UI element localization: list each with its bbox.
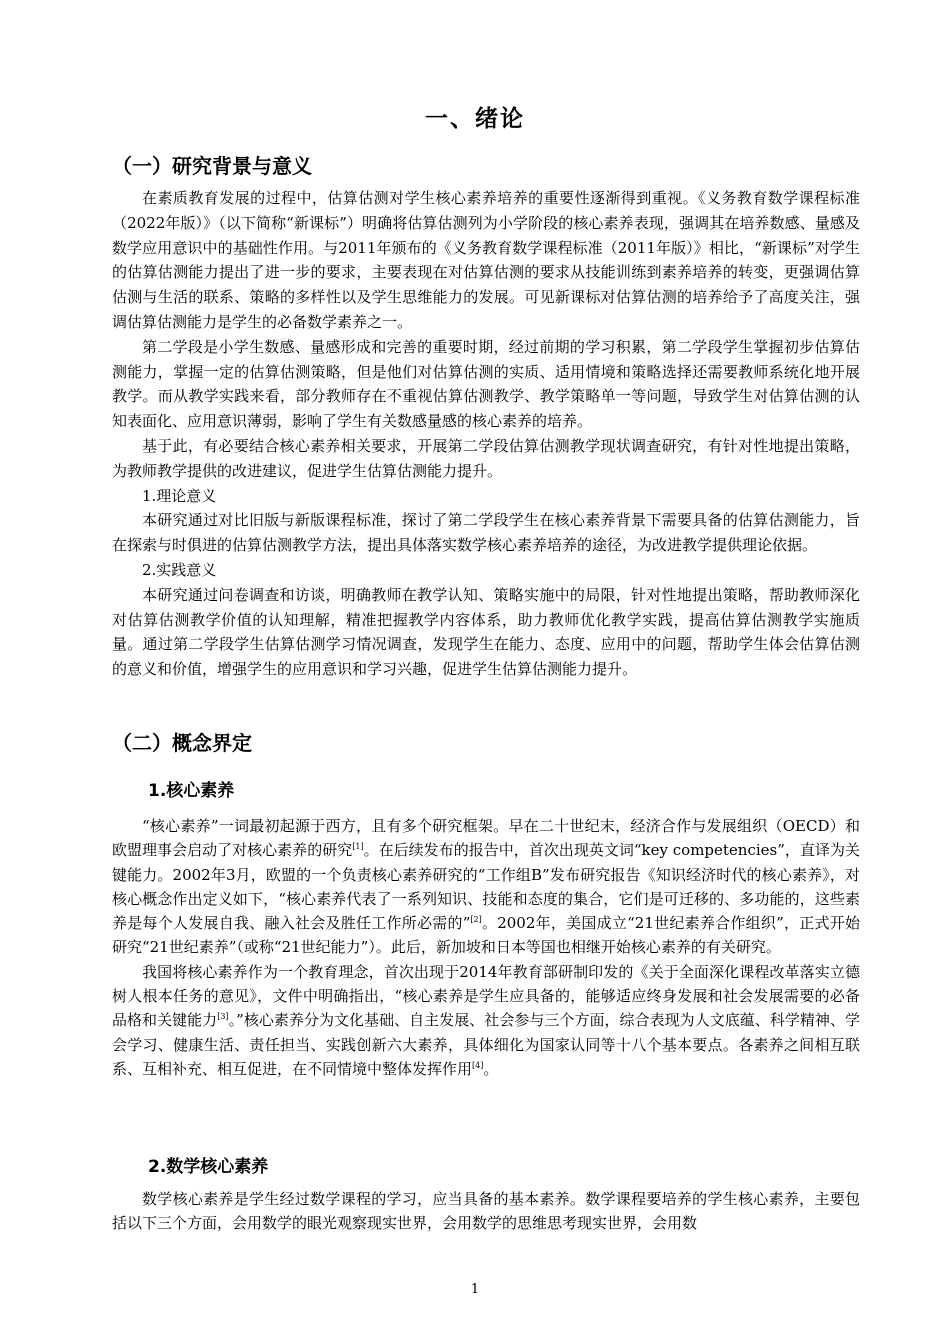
section-heading-concepts: （二）概念界定 (112, 731, 252, 755)
practice-significance-label: 2.实践意义 (142, 560, 217, 579)
math-core-literacy-body (112, 1187, 860, 1236)
core-literacy-paragraph-1: “核心素养”一词最初起源于西方，且有多个研究框架。早在二十世纪末，经济合作与发展组织（OECD）和欧盟理事会启动了对核心素养的研究[1]。在后续发布的报告中，首次出现英文词“key competencies”，直译为关键能力。2002年3月，欧盟的一个负责核心素养研究的“工作组B”发布研究报告《知识经济时代的核心素养》，对核心概念作出定义如下，“核心素养代表了一系列知识、技能和态度的集合，它们是可迁移的、多功能的，这些素养是每个人发展自我、融入社会及胜任工作所必需的”[2]。2002年，美国成立“21世纪素养合作组织”，正式开始研究“21世纪素养”（或称“21世纪能力”）。此后，新加坡和日本等国也相继开始核心素养的有关研究。 (112, 817, 860, 957)
core-literacy-body (112, 814, 860, 1081)
subheading-core-literacy: 1.核心素养 (148, 781, 235, 801)
practice-significance-text: 本研究通过问卷调查和访谈，明确教师在教学认知、策略实施中的局限，针对性地提出策略，帮助教师深化对估算估测教学价值的认知理解，精准把握教学内容体系，助力教师优化教学实践，提高估算估测教学实施质量。通过第二学段学生估算估测学习情况调查，发现学生在能力、态度、应用中的问题，帮助学生体会估算估测的意义和价值，增强学生的应用意识和学习兴趣，促进学生估算估测能力提升。 (112, 585, 860, 679)
citation-4: [4] (472, 1060, 484, 1070)
paragraph-2: 第二学段是小学生数感、量感形成和完善的重要时期，经过前期的学习积累，第二学段学生掌握初步估算估测能力，掌握一定的估算估测策略，但是他们对估算估测的实质、适用情境和策略选择还需要教师系统化地开展教学。而从教学实践来看，部分教师存在不重视估算估测教学、教学策略单一等问题，导致学生对估算估测的认知表面化、应用意识薄弱，影响了学生有关数感量感的核心素养的培养。 (112, 337, 860, 431)
math-core-literacy-paragraph-1: 数学核心素养是学生经过数学课程的学习，应当具备的基本素养。数学课程要培养的学生核心素养，主要包括以下三个方面，会用数学的眼光观察现实世界，会用数学的思维思考现实世界，会用数 (112, 1190, 860, 1233)
page-number: 1 (470, 1282, 480, 1297)
citation-3: [3] (217, 1012, 229, 1022)
theory-significance-label: 1.理论意义 (142, 486, 217, 505)
citation-2: [2] (470, 915, 482, 925)
section-heading-background: （一）研究背景与意义 (112, 154, 312, 178)
citation-1: [1] (352, 842, 364, 852)
chapter-title: 一、绪论 (425, 106, 525, 132)
subheading-math-core-literacy: 2.数学核心素养 (148, 1157, 269, 1177)
paragraph-1: 在素质教育发展的过程中，估算估测对学生核心素养培养的重要性逐渐得到重视。《义务教育数学课程标准（2022年版）》（以下简称“新课标”）明确将估算估测列为小学阶段的核心素养表现，强调其在培养数感、量感及数学应用意识中的基础性作用。与2011年颁布的《义务教育数学课程标准（2011年版）》相比，“新课标”对学生的估算估测能力提出了进一步的要求，主要表现在对估算估测的要求从技能训练到素养培养的转变，更强调估算估测与生活的联系、策略的多样性以及学生思维能力的发展。可见新课标对估算估测的培养给予了高度关注，强调估算估测能力是学生的必备数学素养之一。 (112, 189, 860, 331)
core-literacy-paragraph-2: 我国将核心素养作为一个教育理念，首次出现于2014年教育部研制印发的《关于全面深化课程改革落实立德树人根本任务的意见》，文件中明确指出，“核心素养是学生应具备的，能够适应终身发展和社会发展需要的必备品格和关键能力[3]。”核心素养分为文化基础、自主发展、社会参与三个方面，综合表现为人文底蕴、科学精神、学会学习、健康生活、责任担当、实践创新六大素养，具体细化为国家认同等十八个基本要点。各素养之间相互联系、互相补充、相互促进，在不同情境中整体发挥作用[4]。 (112, 962, 860, 1078)
theory-significance-text: 本研究通过对比旧版与新版课程标准，探讨了第二学段学生在核心素养背景下需要具备的估算估测能力，旨在探索与时俱进的估算估测教学方法，提出具体落实数学核心素养培养的途径，为改进教学提供理论依据。 (112, 511, 860, 555)
paragraph-3: 基于此，有必要结合核心素养相关要求，开展第二学段估算估测教学现状调查研究，有针对性地提出策略，为教师教学提供的改进建议，促进学生估算估测能力提升。 (112, 436, 860, 480)
section-background-body (112, 186, 860, 682)
